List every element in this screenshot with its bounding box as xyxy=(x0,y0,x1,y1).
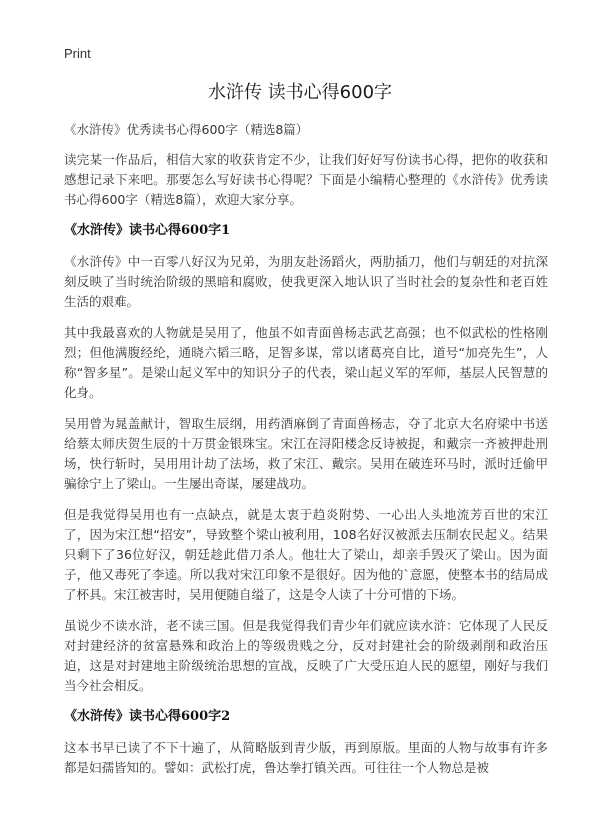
article-subtitle: 《水浒传》优秀读书心得600字（精选8篇） xyxy=(64,122,309,137)
article-body xyxy=(64,120,548,789)
intro-paragraph: 读完某一作品后，相信大家的收获肯定不少，让我们好好写份读书心得，把你的收获和感想记录下来吧。那要怎么写好读书心得呢？下面是小编精心整理的《水浒传》优秀读书心得600字（精选8篇），欢迎大家分享。 xyxy=(64,152,548,207)
paragraph: 其中我最喜欢的人物就是吴用了，他虽不如青面兽杨志武艺高强；也不似武松的性格刚烈；但他满腹经纶，通晓六韬三略，足智多谋，常以诸葛亮自比，道号“加亮先生”，人称“智多星”。是梁山起义军中的知识分子的代表，梁山起义军的军师，基层人民智慧的化身。 xyxy=(64,325,548,400)
section-heading: 《水浒传》读书心得600字1 xyxy=(64,223,231,238)
paragraph: 《水浒传》中一百零八好汉为兄弟，为朋友赴汤蹈火，两肋插刀，他们与朝廷的对抗深刻反映了当时统治阶级的黑暗和腐败，使我更深入地认识了当时社会的复杂性和老百姓生活的艰难。 xyxy=(64,254,548,309)
print-link[interactable]: Print xyxy=(64,46,91,61)
paragraph: 这本书早已读了不下十遍了，从简略版到青少版，再到原版。里面的人物与故事有许多都是妇孺皆知的。譬如：武松打虎，鲁达拳打镇关西。可往往一个人物总是被 xyxy=(64,740,548,775)
paragraph: 吴用曾为晁盖献计，智取生辰纲，用药酒麻倒了青面兽杨志，夺了北京大名府梁中书送给蔡太师庆贺生辰的十万贯金银珠宝。宋江在浔阳楼念反诗被捉，和戴宗一齐被押赴刑场，快行斩时，吴用用计劫了法场，救了宋江、戴宗。吴用在破连环马时，派时迁偷甲骗徐宁上了梁山。一生屡出奇谋，屡建战功。 xyxy=(64,416,548,491)
section-heading: 《水浒传》读书心得600字2 xyxy=(64,709,231,724)
page-title: 水浒传 读书心得600字 xyxy=(207,82,393,103)
paragraph: 但是我觉得吴用也有一点缺点，就是太衷于趋炎附势、一心出人头地流芳百世的宋江了，因为宋江想“招安”，导致整个梁山被利用，108名好汉被派去压制农民起义。结果只剩下了36位好汉，朝廷趁此借刀杀人。他壮大了梁山，却亲手毁灭了梁山。因为面子，他又毒死了李逵。所以我对宋江印象不是很好。因为他的`意愿，使整本书的结局成了杯具。宋江被害时，吴用便随自缢了，这是令人读了十分可惜的下场。 xyxy=(64,507,548,602)
paragraph: 虽说少不读水浒，老不读三国。但是我觉得我们青少年们就应读水浒：它体现了人民反对封建经济的贫富悬殊和政治上的等级贵贱之分，反对封建社会的阶级剥削和政治压迫，这是对封建地主阶级统治思想的宣战，反映了广大受压迫人民的愿望，刚好与我们当今社会相反。 xyxy=(64,618,548,693)
